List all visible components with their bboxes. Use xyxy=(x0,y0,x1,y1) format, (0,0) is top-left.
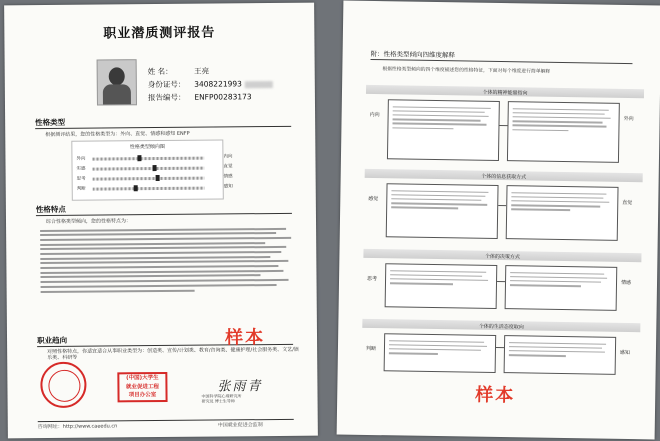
text-line xyxy=(511,209,570,211)
text-line xyxy=(41,289,195,292)
text-line xyxy=(40,275,260,279)
id-label: 身份证号： xyxy=(147,79,186,90)
chart-track xyxy=(92,157,204,161)
report-number-label: 报告编号： xyxy=(147,92,186,103)
chart-row-2 xyxy=(77,165,217,173)
box-connector xyxy=(498,205,506,206)
dimension-title: 个体的生活态度取向 xyxy=(478,323,524,330)
career-heading: 职业趋向 xyxy=(37,335,68,346)
text-line xyxy=(41,279,289,283)
type-divider xyxy=(35,126,291,129)
text-line xyxy=(509,346,602,349)
chart-right-label: 内向 xyxy=(223,154,233,160)
text-line xyxy=(40,232,276,236)
dimension-title: 个体的信息获取方式 xyxy=(481,173,527,180)
chart-marker xyxy=(133,185,137,191)
chart-row-4 xyxy=(77,185,217,193)
dimension-block xyxy=(362,319,641,379)
dimension-band xyxy=(365,169,643,182)
text-line xyxy=(511,192,606,195)
square-seal-line: 项目办公室 xyxy=(128,392,157,399)
chart-right-label: 情感 xyxy=(223,174,233,180)
box-connector xyxy=(499,125,507,126)
text-line xyxy=(389,352,438,354)
dimension-block xyxy=(364,169,643,247)
text-line xyxy=(509,342,606,345)
dimension-right-label: 外向 xyxy=(623,115,634,123)
report-number-value: ENFP00283173 xyxy=(194,92,252,102)
dimension-right-label: 直觉 xyxy=(622,199,633,207)
dimension-right-label: 情感 xyxy=(620,279,632,287)
text-line xyxy=(509,354,566,356)
dimension-right-box xyxy=(506,185,619,241)
text-line xyxy=(40,237,291,241)
chart-track xyxy=(93,177,205,181)
dimension-left-label: 思考 xyxy=(367,275,378,283)
traits-divider xyxy=(36,213,292,216)
dimension-left-label: 感觉 xyxy=(368,195,379,203)
name-field xyxy=(148,66,209,78)
text-line xyxy=(512,125,606,128)
text-line xyxy=(511,204,600,207)
career-text: 对照性格特点，你适宜适合从事职业类型为：创造类、宣传/计划类、教育/咨询类、健康护理/社会服务类、文艺/娱乐类、科研等 xyxy=(47,346,299,361)
text-line xyxy=(513,112,605,115)
round-seal xyxy=(40,362,86,408)
text-line xyxy=(40,270,283,274)
text-line xyxy=(389,344,487,347)
dimension-left-box xyxy=(387,99,500,161)
text-line xyxy=(40,251,281,255)
text-line xyxy=(40,265,278,269)
dimension-band xyxy=(362,319,640,332)
text-line xyxy=(513,108,609,111)
text-line xyxy=(393,118,481,121)
box-connector xyxy=(496,347,504,348)
dimension-left-label: 判断 xyxy=(365,345,377,353)
text-line xyxy=(392,123,486,126)
text-line xyxy=(40,256,270,260)
text-line xyxy=(510,272,604,275)
square-seal xyxy=(117,372,167,402)
type-tendency-chart xyxy=(71,139,224,200)
type-intro: 根据测评结果，您的性格类型为：外向、直觉、情感和感知 ENFP xyxy=(45,130,190,139)
footer-website: 咨询网址：http://www.caeedu.cn xyxy=(37,423,118,431)
dimension-right-box xyxy=(507,101,620,163)
text-line xyxy=(391,194,485,197)
chart-title: 性格类型倾向图 xyxy=(129,143,165,151)
text-line xyxy=(389,348,481,351)
dimension-block xyxy=(365,85,644,167)
chart-marker xyxy=(137,155,141,161)
name-label: 姓 名： xyxy=(147,66,173,77)
chart-marker xyxy=(156,175,160,181)
dimension-left-box xyxy=(385,263,498,309)
text-line xyxy=(391,207,458,210)
report-number-field xyxy=(148,91,252,103)
sample-watermark: 样本 xyxy=(475,384,516,407)
chart-track xyxy=(93,187,205,191)
text-line xyxy=(510,276,607,279)
profile-photo xyxy=(97,59,137,105)
dimension-band xyxy=(366,85,644,98)
footer-publisher: 中国就业促进会监制 xyxy=(217,422,263,429)
dimension-left-box xyxy=(386,183,499,239)
dimension-right-box xyxy=(504,335,617,375)
text-line xyxy=(393,114,489,117)
sample-watermark: 样本 xyxy=(224,327,266,349)
appendix-heading: 附：性格类型倾向四维度解释 xyxy=(370,49,456,60)
chart-row-label: 实感 xyxy=(76,166,86,172)
signature-note: 中国科学院心理研究所 研究员 博士生导师 xyxy=(201,393,242,404)
chart-track xyxy=(93,167,205,171)
chart-row-1 xyxy=(76,155,216,163)
text-line xyxy=(392,127,453,129)
dimension-left-box xyxy=(384,333,497,373)
id-field xyxy=(148,78,273,90)
text-line xyxy=(389,340,484,343)
text-line xyxy=(390,274,482,277)
text-line xyxy=(391,198,481,201)
text-line xyxy=(393,110,485,113)
report-page-left xyxy=(4,3,318,439)
text-line xyxy=(512,129,568,131)
dimension-right-box xyxy=(505,265,618,311)
id-value: 3408221993 xyxy=(194,79,242,89)
report-title: 职业潜质测评报告 xyxy=(103,25,216,42)
name-value: 王亮 xyxy=(194,66,210,76)
report-page-right xyxy=(337,1,660,440)
text-line xyxy=(513,120,603,123)
dimension-right-label: 感知 xyxy=(619,349,630,357)
dimension-title: 个体的精神能量指向 xyxy=(482,89,528,96)
traits-body xyxy=(40,225,297,295)
text-line xyxy=(393,106,491,109)
appendix-intro: 根据性格类型倾向的四个维度描述您的性格特征，下面对每个维度进行简单解释 xyxy=(382,67,551,75)
text-line xyxy=(40,242,265,246)
text-line xyxy=(390,270,486,273)
text-line xyxy=(510,280,601,283)
type-heading: 性格类型 xyxy=(35,117,66,128)
chart-row-label: 判断 xyxy=(76,186,86,192)
text-line xyxy=(511,196,603,199)
text-line xyxy=(510,284,581,287)
square-seal-line: 就业促进工程 xyxy=(125,383,159,390)
traits-heading: 性格特点 xyxy=(35,204,66,215)
text-line xyxy=(40,260,288,264)
chart-row-3 xyxy=(77,175,217,183)
square-seal-line: (中国)大学生 xyxy=(126,375,159,382)
chart-row-label: 外向 xyxy=(76,156,86,162)
text-line xyxy=(509,350,605,353)
id-redaction xyxy=(244,81,272,88)
chart-right-label: 感知 xyxy=(223,184,233,190)
chart-marker xyxy=(152,165,156,171)
text-line xyxy=(511,200,609,203)
box-connector xyxy=(497,281,505,282)
dimension-band xyxy=(363,249,641,262)
dimension-block xyxy=(363,249,642,317)
signature: 张雨青 xyxy=(217,379,263,395)
text-line xyxy=(41,284,277,288)
text-line xyxy=(513,116,611,119)
text-line xyxy=(391,202,487,205)
photo-head xyxy=(109,67,125,85)
text-line xyxy=(40,228,286,232)
text-line xyxy=(390,282,453,284)
text-line xyxy=(390,278,488,281)
appendix-divider xyxy=(370,59,632,64)
photo-body xyxy=(103,84,131,105)
round-seal-inner xyxy=(48,370,80,402)
dimension-left-label: 内向 xyxy=(369,111,380,119)
chart-row-label: 思考 xyxy=(76,176,86,182)
text-line xyxy=(40,246,286,250)
text-line xyxy=(391,190,488,193)
traits-intro: 综合性格类型倾向，您的性格特点为： xyxy=(45,218,132,226)
chart-right-label: 直觉 xyxy=(223,164,233,170)
dimension-title: 个体的决策方式 xyxy=(484,253,520,260)
